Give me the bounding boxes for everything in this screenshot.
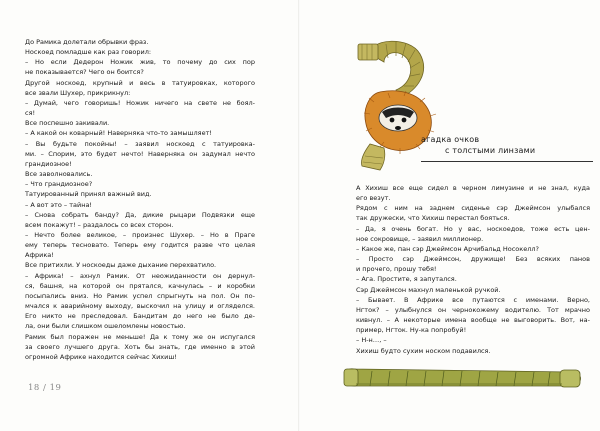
text-line: Все заволновались.: [25, 170, 93, 179]
text-line: Татуированный принял важный вид.: [25, 190, 152, 199]
text-line: – Но если Дедерон Ножик жив, то почему до сих пор: [25, 58, 255, 67]
text-line: – А какой он коварный! Наверняка что-то замышляет!: [25, 129, 212, 138]
text-line: ми. – Спорим, это будет нечто! Наверняка он задумал нечто: [25, 149, 255, 158]
text-line: – А вот это – тайна!: [25, 200, 93, 209]
text-line: – Что грандиозное?: [25, 180, 93, 189]
text-line: ся!: [25, 109, 36, 118]
chapter-title-line-1: агадка очков: [421, 135, 480, 144]
text-line: Все поспешно закивали.: [25, 119, 110, 128]
text-line: мчался к аварийному выходу, выскочил на улицу и огляделся.: [25, 302, 255, 311]
right-page: [300, 0, 600, 431]
text-line: – Африка! – ахнул Рамик. От неожиданности он дернул-: [25, 271, 255, 280]
text-line: всем покажут! – раздалось со всех сторон.: [25, 220, 174, 229]
text-line: Хихиш будто сухим носком подавился.: [356, 346, 491, 355]
right-text-column: [356, 183, 590, 356]
text-line: Его никто не преследовал. Бандитам до него не было де-: [25, 312, 255, 321]
text-line: – Бывает. В Африке все путаются с именами. Верно,: [356, 295, 590, 304]
text-line: До Рамика долетали обрывки фраз.: [25, 38, 149, 46]
text-line: – Нечто более великое, – произнес Шухер. – Но в Праге: [25, 230, 255, 239]
text-line: не показывается? Чего он боится?: [25, 68, 144, 77]
page-number: 18 / 19: [28, 383, 62, 393]
text-line: и прочего, прошу тебя!: [356, 265, 437, 274]
text-line: ное сокровище, – заявил миллионер.: [356, 234, 484, 243]
text-line: – Какое же, пан сэр Джеймсон Арчибальд Носокелл?: [356, 244, 539, 253]
text-line: Носкоед помладше как раз говорил:: [25, 48, 152, 57]
text-line: так дружески, что Хихиш перестал бояться.: [356, 214, 510, 223]
text-line: ся, башня, на которой он прятался, качнулась – и коробки: [25, 281, 255, 290]
text-line: – Вы будьте покойны! – заявил носкоед с татуировка-: [25, 139, 255, 148]
text-line: – Думай, чего говоришь! Ножик ничего на свете не боял-: [25, 98, 255, 107]
text-line: Африка!: [25, 251, 54, 260]
text-line: пример, Нгток. Ну-ка попробуй!: [356, 326, 467, 335]
text-line: – Да, я очень богат. Но у вас, носкоедов, тоже есть цен-: [356, 224, 590, 233]
text-line: Все притихли. У носкоеды даже дыхание перехватило.: [25, 261, 217, 270]
text-line: – Н-н…, –: [356, 336, 387, 345]
text-line: Другой носкоед, крупный и весь в татуировках, которого: [25, 78, 255, 87]
text-line: Рядом с ним на заднем сиденье сэр Джеймсон улыбался: [356, 204, 590, 213]
text-line: кивнул. – А некоторые имена вообще не выговорить. Вот, на-: [356, 316, 590, 325]
text-line: – Снова собрать банду? Да, дикие рыцари Подвязки еще: [25, 210, 255, 219]
text-line: Сэр Джеймсон махнул маленькой ручкой.: [356, 285, 501, 294]
text-line: его везут.: [356, 194, 391, 203]
text-line: – Просто сэр Джеймсон, дружище! Без всяких панов: [356, 255, 590, 264]
text-line: грандиозное!: [25, 159, 72, 168]
text-line: огромной Африке находится сейчас Хихиш!: [25, 352, 177, 361]
text-line: за своего лучшего друга. Хоть бы знать, где именно в этой: [25, 342, 255, 351]
chapter-title-line-2: с толстыми линзами: [445, 146, 536, 155]
left-text-column: [25, 37, 255, 362]
text-line: Нгток? – улыбнулся он чернокожему водителю. Тот мрачно: [356, 305, 590, 314]
sock-creature-letter-illustration: [340, 32, 440, 174]
text-line: ла, они были слишком ошеломлены новостью.: [25, 322, 186, 331]
text-line: посыпались вниз. Но Рамик успел спрыгнуть на пол. Он по-: [25, 291, 255, 300]
title-divider: [421, 161, 593, 162]
text-line: ему теперь тесновато. Теперь ему годится разве что целая: [25, 241, 255, 250]
text-line: все звали Шухер, прикрикнул:: [25, 88, 131, 97]
text-line: А Хихиш все еще сидел в черном лимузине и не знал, куда: [356, 184, 590, 192]
text-line: Рамик был поражен не меньше! Да к тому же он испугался: [25, 332, 255, 341]
striped-sock-illustration: [342, 364, 584, 394]
text-line: – Ага. Простите, я запутался.: [356, 275, 457, 284]
